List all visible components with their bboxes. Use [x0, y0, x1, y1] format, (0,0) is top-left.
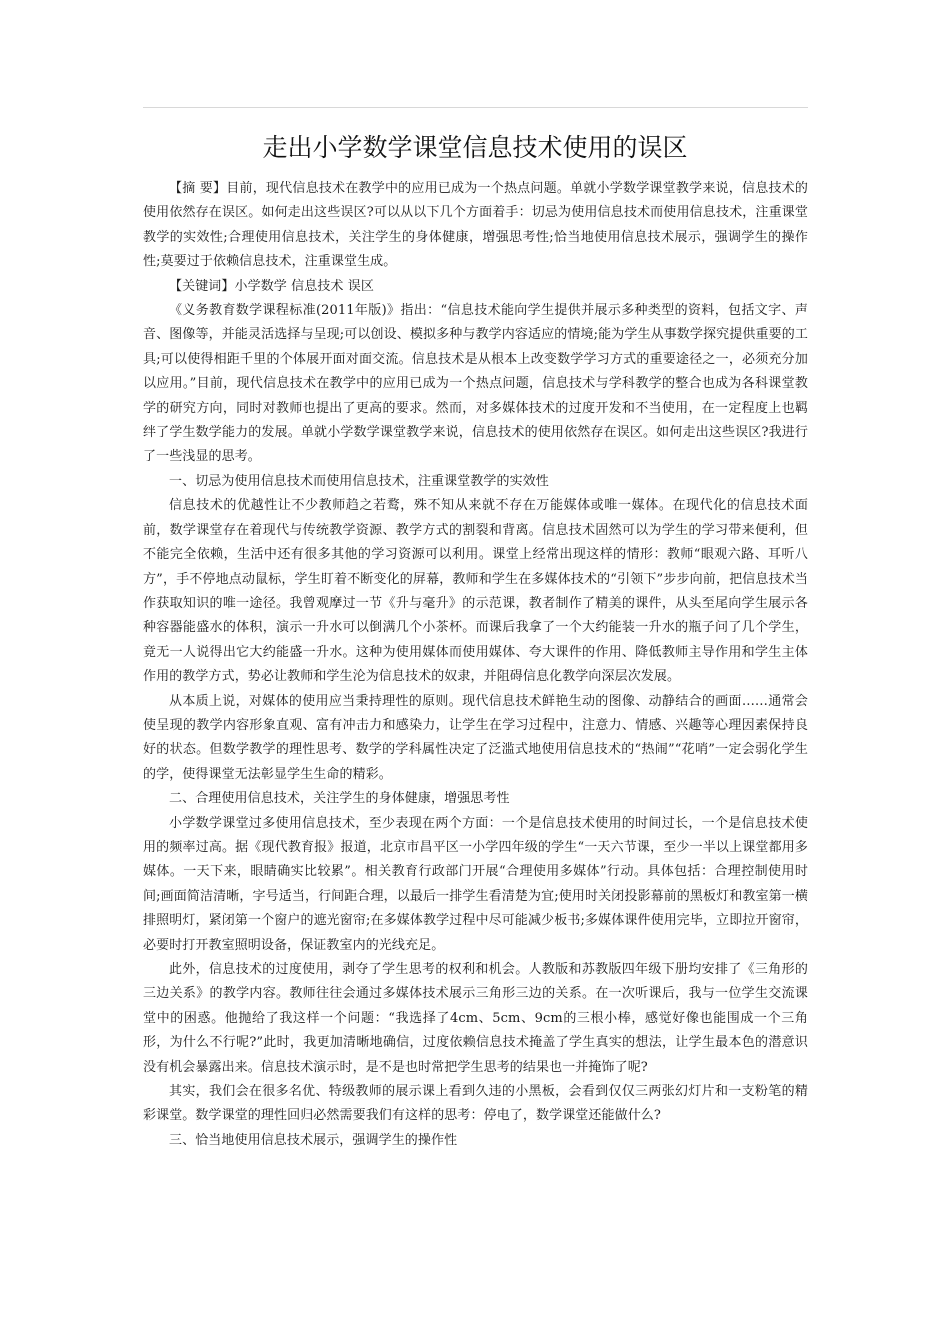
section-heading-1: 一、切忌为使用信息技术而使用信息技术，注重课堂教学的实效性	[169, 473, 549, 489]
body-paragraph: 信息技术的优越性让不少教师趋之若鹜，殊不知从来就不存在万能媒体或唯一媒体。在现代化的信息技术面前，数学课堂存在着现代与传统教学资源、教学方式的割裂和背离。信息技术固然可以为学生的学习带来便利，但不能完全依赖，生活中还有很多其他的学习资源可以利用。课堂上经常出现这样的情形：教师“眼观六路、耳听八方”，手不停地点动鼠标，学生盯着不断变化的屏幕，教师和学生在多媒体技术的“引领下”步步向前，把信息技术当作获取知识的唯一途径。我曾观摩过一节《升与毫升》的示范课，教者制作了精美的课件，从头至尾向学生展示各种容器能盛水的体积，演示一升水可以倒满几个小茶杯。而课后我拿了一个大约能装一升水的瓶子问了几个学生，竟无一人说得出它大约能盛一升水。这种为使用媒体而使用媒体、夸大课件的作用、降低教师主导作用和学生主体作用的教学方式，势必让教师和学生沦为信息技术的奴隶，并阻碍信息化教学向深层次发展。	[143, 498, 808, 685]
abstract-paragraph: 【摘 要】目前，现代信息技术在教学中的应用已成为一个热点问题。单就小学数学课堂教学来说，信息技术的使用依然存在误区。如何走出这些误区?可以从以下几个方面着手：切忌为使用信息技术而使用信息技术，注重课堂教学的实效性;合理使用信息技术，关注学生的身体健康，增强思考性;恰当地使用信息技术展示，强调学生的操作性;莫要过于依赖信息技术，注重课堂生成。	[143, 181, 808, 270]
document-title: 走出小学数学课堂信息技术使用的误区	[262, 133, 688, 162]
keywords-paragraph: 【关键词】小学数学 信息技术 误区	[169, 278, 374, 294]
body-paragraph: 小学数学课堂过多使用信息技术，至少表现在两个方面：一个是信息技术使用的时间过长，一个是信息技术使用的频率过高。据《现代教育报》报道，北京市昌平区一小学四年级的学生“一天六节课，至少一半以上课堂都用多媒体。一天下来，眼睛确实比较累”。相关教育行政部门开展“合理使用多媒体”行动。具体包括：合理控制使用时间;画面简洁清晰，字号适当，行间距合理，以最后一排学生看清楚为宜;使用时关闭投影幕前的黑板灯和教室第一横排照明灯，紧闭第一个窗户的遮光窗帘;在多媒体教学过程中尽可能减少板书;多媒体课件使用完毕，立即拉开窗帘，必要时打开教室照明设备，保证教室内的光线充足。	[143, 815, 808, 953]
intro-paragraph: 《义务教育数学课程标准(2011年版)》指出：“信息技术能向学生提供并展示多种类型的资料，包括文字、声音、图像等，并能灵活选择与呈现;可以创设、模拟多种与教学内容适应的情境;能为学生从事数学探究提供重要的工具;可以使得相距千里的个体展开面对面交流。信息技术是从根本上改变数学学习方式的重要途径之一，必须充分加以应用。”目前，现代信息技术在教学中的应用已成为一个热点问题，信息技术与学科教学的整合也成为各科课堂教学的研究方向，同时对教师也提出了更高的要求。然而，对多媒体技术的过度开发和不当使用，在一定程度上也羁绊了学生数学能力的发展。单就小学数学课堂教学来说，信息技术的使用依然存在误区。如何走出这些误区?我进行了一些浅显的思考。	[143, 303, 808, 465]
body-paragraph: 此外，信息技术的过度使用，剥夺了学生思考的权利和机会。人教版和苏教版四年级下册均安排了《三角形的三边关系》的教学内容。教师往往会通过多媒体技术展示三角形三边的关系。在一次听课后，我与一位学生交流课堂中的困惑。他抛给了我这样一个问题：“我选择了4cm、5cm、9cm的三根小棒，感觉好像也能围成一个三角形，为什么不行呢?”此时，我更加清晰地确信，过度依赖信息技术掩盖了学生真实的想法，让学生最本色的潜意识没有机会暴露出来。信息技术演示时，是不是也时常把学生思考的结果也一并掩饰了呢?	[143, 962, 808, 1075]
document-body	[143, 177, 808, 1153]
section-heading-2: 二、合理使用信息技术，关注学生的身体健康，增强思考性	[169, 791, 510, 807]
header-rule	[143, 107, 808, 108]
body-paragraph: 其实，我们会在很多名优、特级教师的展示课上看到久违的小黑板，会看到仅仅三两张幻灯片和一支粉笔的精彩课堂。数学课堂的理性回归必然需要我们有这样的思考：停电了，数学课堂还能做什么?	[143, 1084, 808, 1124]
body-paragraph: 从本质上说，对媒体的使用应当秉持理性的原则。现代信息技术鲜艳生动的图像、动静结合的画面……通常会使呈现的教学内容形象直观、富有冲击力和感染力，让学生在学习过程中，注意力、情感、兴趣等心理因素保持良好的状态。但数学教学的理性思考、数学的学科属性决定了泛滥式地使用信息技术的“热闹”“花哨”一定会弱化学生的学，使得课堂无法彰显学生生命的精彩。	[143, 693, 808, 782]
section-heading-3: 三、恰当地使用信息技术展示，强调学生的操作性	[169, 1132, 458, 1148]
